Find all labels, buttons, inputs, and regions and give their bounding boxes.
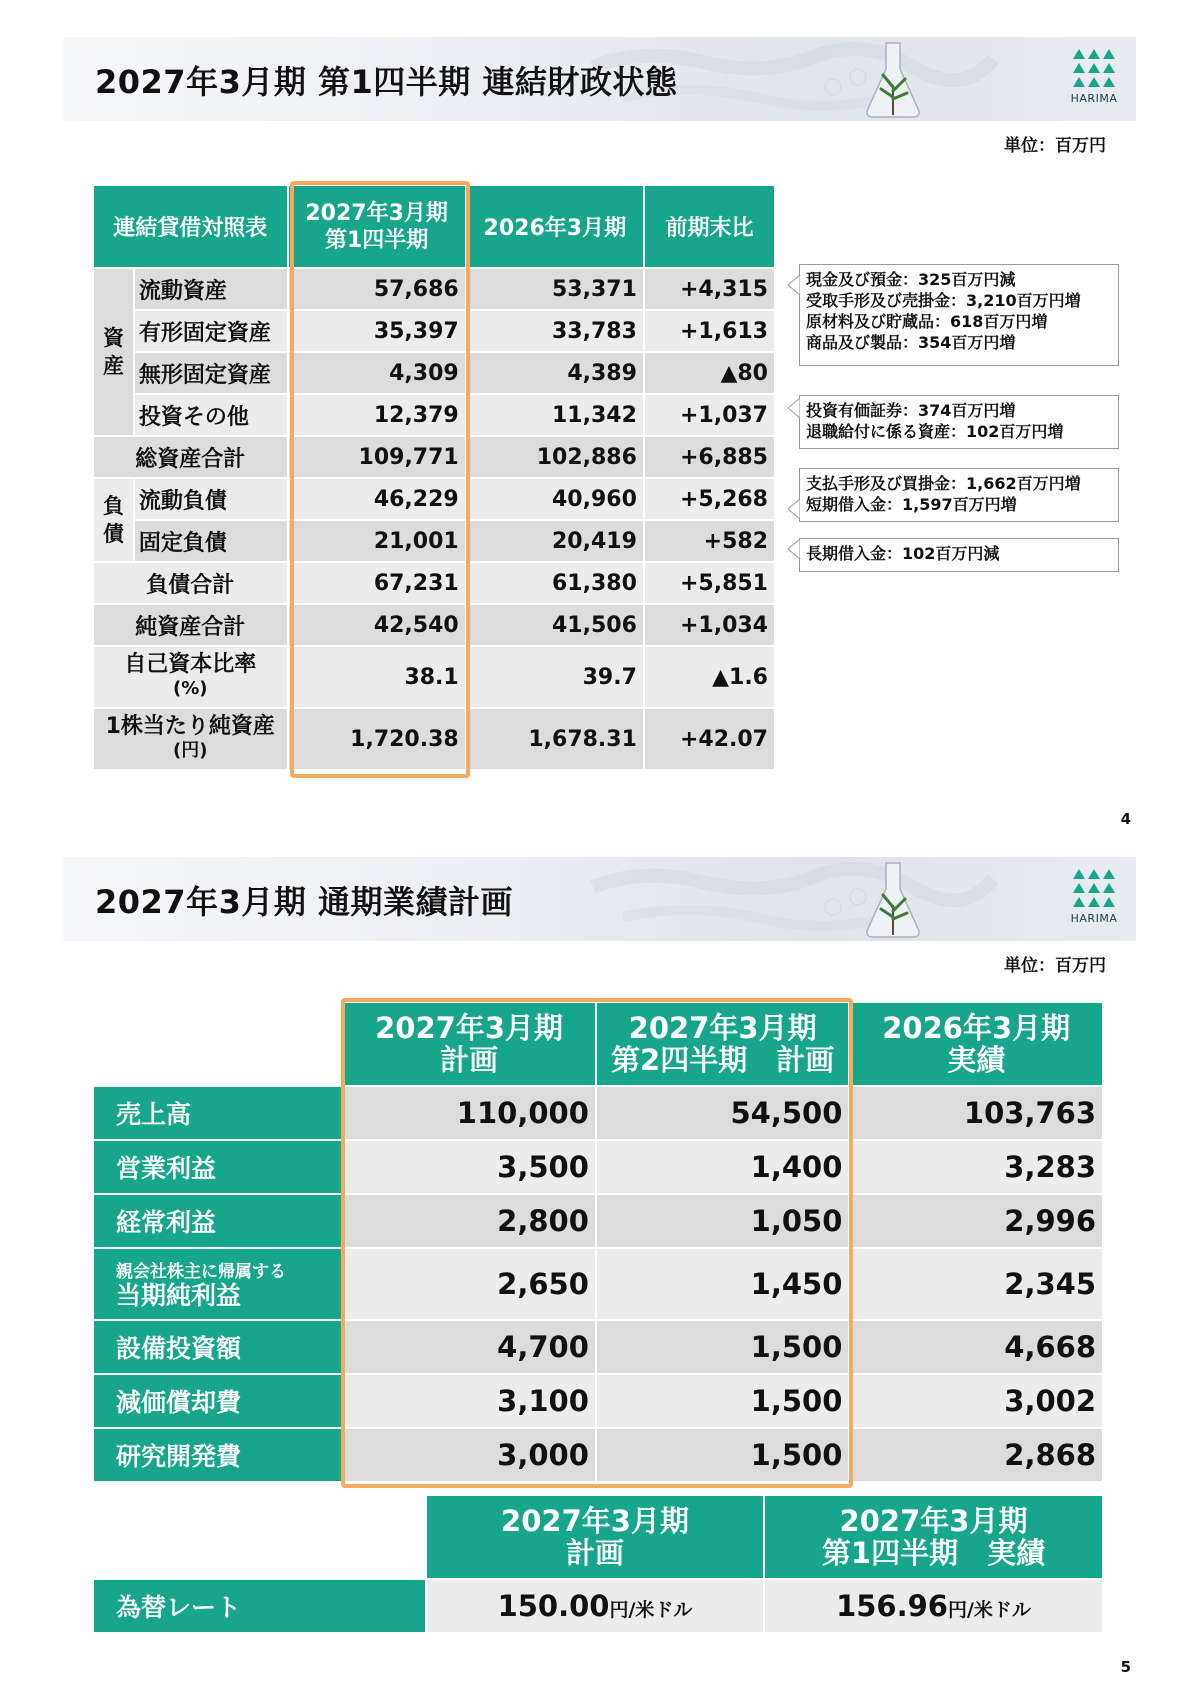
group-liab-char2: 債 [102, 522, 124, 546]
tree-logo-icon [1072, 867, 1116, 911]
fx-col-header-plan [427, 1496, 763, 1578]
cell-prev: 4,389 [467, 353, 643, 393]
group-assets-char1: 資 [102, 326, 124, 350]
row-label: 研究開発費 [94, 1429, 341, 1481]
note-line: 短期借入金：1,597百万円増 [806, 495, 1017, 514]
page-title: 2027年3月期 第1四半期 連結財政状態 [95, 63, 678, 101]
cell-q2-plan: 1,500 [597, 1375, 849, 1427]
note-investments [799, 395, 1119, 449]
cell-q2-plan: 1,050 [597, 1195, 849, 1247]
cell-prev: 53,371 [467, 269, 643, 309]
note-line: 現金及び預金：325百万円減 [806, 270, 1016, 289]
cell-plan: 110,000 [343, 1087, 595, 1139]
fx-row-label: 為替レート [94, 1580, 425, 1632]
fx-col-header-q1-actual [765, 1496, 1102, 1578]
note-line: 原材料及び貯蔵品：618百万円増 [806, 312, 1048, 331]
cell-q1: 12,379 [289, 395, 465, 435]
slide-annual-forecast [0, 842, 1191, 1684]
row-label: 減価償却費 [94, 1375, 341, 1427]
note-assets-current [799, 264, 1119, 366]
page-title: 2027年3月期 通期業績計画 [95, 883, 513, 921]
cell-prev-actual: 4,668 [850, 1321, 1102, 1373]
cell-prev-actual: 2,868 [850, 1429, 1102, 1481]
header-line: 2027年3月期 [628, 1011, 817, 1045]
cell-plan: 3,100 [343, 1375, 595, 1427]
group-assets [94, 269, 133, 435]
cell-diff: +1,037 [645, 395, 774, 435]
group-liabilities [94, 479, 133, 561]
col-header-q1-line1: 2027年3月期 [305, 200, 448, 226]
cell-q2-plan: 1,450 [597, 1249, 849, 1319]
row-label: 流動負債 [135, 479, 287, 519]
col-header-prev: 2026年3月期 [467, 186, 643, 267]
fx-unit: 円/米ドル [947, 1599, 1031, 1621]
cell-prev: 20,419 [467, 521, 643, 561]
logo-text: HARIMA [1070, 912, 1118, 925]
note-line: 長期借入金：102百万円減 [806, 544, 1000, 563]
empty-corner [94, 1496, 425, 1578]
header-line: 2026年3月期 [882, 1011, 1071, 1045]
harima-logo [1064, 47, 1124, 113]
cell-diff: +6,885 [645, 437, 774, 477]
page-number: 4 [1120, 810, 1131, 828]
cell-q2-plan: 1,500 [597, 1321, 849, 1373]
fx-unit: 円/米ドル [609, 1599, 693, 1621]
note-fixed-liabilities [799, 538, 1119, 572]
fx-value: 156.96 [836, 1589, 948, 1623]
header-line: 2027年3月期 [375, 1011, 564, 1045]
cell-q1: 1,720.38 [289, 709, 465, 769]
row-label: 流動資産 [135, 269, 287, 309]
row-label: 経常利益 [94, 1195, 341, 1247]
cell-q1: 35,397 [289, 311, 465, 351]
col-header-diff: 前期末比 [645, 186, 774, 267]
row-label: 負債合計 [94, 563, 287, 603]
col-header-plan [343, 1003, 595, 1085]
row-label-main: 自己資本比率 [124, 652, 257, 677]
cell-prev-actual: 103,763 [850, 1087, 1102, 1139]
balance-sheet-table [92, 184, 776, 771]
cell-plan: 2,800 [343, 1195, 595, 1247]
cell-diff: +1,613 [645, 311, 774, 351]
cell-diff: +5,851 [645, 563, 774, 603]
row-label-sub: (%) [173, 678, 208, 699]
cell-q2-plan: 1,400 [597, 1141, 849, 1193]
empty-corner [94, 1003, 341, 1085]
unit-label: 単位：百万円 [1004, 136, 1106, 156]
note-arrow-icon [788, 499, 800, 519]
cell-plan: 3,500 [343, 1141, 595, 1193]
note-line: 退職給付に係る資産：102百万円増 [806, 422, 1064, 441]
row-label: 有形固定資産 [135, 311, 287, 351]
cell-diff: +4,315 [645, 269, 774, 309]
row-label [94, 647, 287, 707]
cell-q1: 46,229 [289, 479, 465, 519]
corner-header: 連結貸借対照表 [94, 186, 287, 267]
cell-q1: 4,309 [289, 353, 465, 393]
header-line: 計画 [440, 1043, 499, 1077]
row-label [94, 709, 287, 769]
cell-q1: 42,540 [289, 605, 465, 645]
row-label-small: 親会社株主に帰属する [116, 1262, 286, 1282]
cell-prev: 40,960 [467, 479, 643, 519]
title-bar [63, 37, 1136, 121]
cell-prev: 33,783 [467, 311, 643, 351]
tree-logo-icon [1072, 47, 1116, 91]
cell-diff: +42.07 [645, 709, 774, 769]
row-label-main: 1株当たり純資産 [105, 714, 275, 739]
row-label: 設備投資額 [94, 1321, 341, 1373]
cell-prev: 1,678.31 [467, 709, 643, 769]
cell-prev-actual: 3,283 [850, 1141, 1102, 1193]
cell-diff: +582 [645, 521, 774, 561]
forecast-table [92, 1001, 1104, 1483]
cell-q1: 67,231 [289, 563, 465, 603]
cell-prev: 102,886 [467, 437, 643, 477]
group-liab-char1: 負 [102, 494, 124, 518]
row-label-sub: (円) [173, 740, 208, 761]
cell-diff: ▲1.6 [645, 647, 774, 707]
harima-logo [1064, 867, 1124, 933]
row-label: 総資産合計 [94, 437, 287, 477]
fx-cell-q1-actual [765, 1580, 1102, 1632]
row-label-main: 当期純利益 [116, 1281, 242, 1310]
note-current-liabilities [799, 468, 1119, 522]
cell-prev: 11,342 [467, 395, 643, 435]
note-line: 支払手形及び買掛金：1,662百万円増 [806, 474, 1081, 493]
header-line: 実績 [947, 1043, 1006, 1077]
group-assets-char2: 産 [102, 354, 124, 378]
unit-label: 単位：百万円 [1004, 956, 1106, 976]
cell-prev: 41,506 [467, 605, 643, 645]
cell-plan: 3,000 [343, 1429, 595, 1481]
header-line: 第1四半期 実績 [821, 1536, 1046, 1570]
flask-icon [853, 859, 933, 939]
cell-prev: 39.7 [467, 647, 643, 707]
cell-plan: 4,700 [343, 1321, 595, 1373]
header-line: 計画 [565, 1536, 624, 1570]
note-line: 商品及び製品：354百万円増 [806, 333, 1016, 352]
row-label: 無形固定資産 [135, 353, 287, 393]
cell-prev-actual: 3,002 [850, 1375, 1102, 1427]
world-map-decoration [583, 857, 1003, 941]
col-header-q2-plan [597, 1003, 849, 1085]
note-arrow-icon [788, 275, 800, 295]
cell-diff: +5,268 [645, 479, 774, 519]
col-header-prev-actual [850, 1003, 1102, 1085]
row-label: 売上高 [94, 1087, 341, 1139]
row-label: 投資その他 [135, 395, 287, 435]
title-bar [63, 857, 1136, 941]
cell-plan: 2,650 [343, 1249, 595, 1319]
cell-q1: 109,771 [289, 437, 465, 477]
header-line: 2027年3月期 [839, 1504, 1028, 1538]
cell-q2-plan: 54,500 [597, 1087, 849, 1139]
note-arrow-icon [788, 539, 800, 559]
cell-prev: 61,380 [467, 563, 643, 603]
col-header-q1 [289, 186, 465, 267]
fx-cell-plan [427, 1580, 763, 1632]
flask-icon [853, 39, 933, 119]
cell-q1: 38.1 [289, 647, 465, 707]
header-line: 2027年3月期 [501, 1504, 689, 1538]
cell-prev-actual: 2,345 [850, 1249, 1102, 1319]
header-line: 第2四半期 計画 [611, 1043, 835, 1077]
row-label: 固定負債 [135, 521, 287, 561]
cell-prev-actual: 2,996 [850, 1195, 1102, 1247]
cell-q1: 21,001 [289, 521, 465, 561]
cell-diff: ▲80 [645, 353, 774, 393]
cell-diff: +1,034 [645, 605, 774, 645]
row-label: 営業利益 [94, 1141, 341, 1193]
col-header-q1-line2: 第1四半期 [324, 227, 429, 253]
note-line: 受取手形及び売掛金：3,210百万円増 [806, 291, 1081, 310]
cell-q2-plan: 1,500 [597, 1429, 849, 1481]
note-line: 投資有価証券：374百万円増 [806, 401, 1016, 420]
fx-value: 150.00 [497, 1589, 610, 1623]
fx-rate-table [92, 1494, 1104, 1634]
cell-q1: 57,686 [289, 269, 465, 309]
note-arrow-icon [788, 398, 800, 418]
row-label: 純資産合計 [94, 605, 287, 645]
row-label [94, 1249, 341, 1319]
logo-text: HARIMA [1070, 92, 1118, 105]
page-number: 5 [1120, 1658, 1131, 1676]
